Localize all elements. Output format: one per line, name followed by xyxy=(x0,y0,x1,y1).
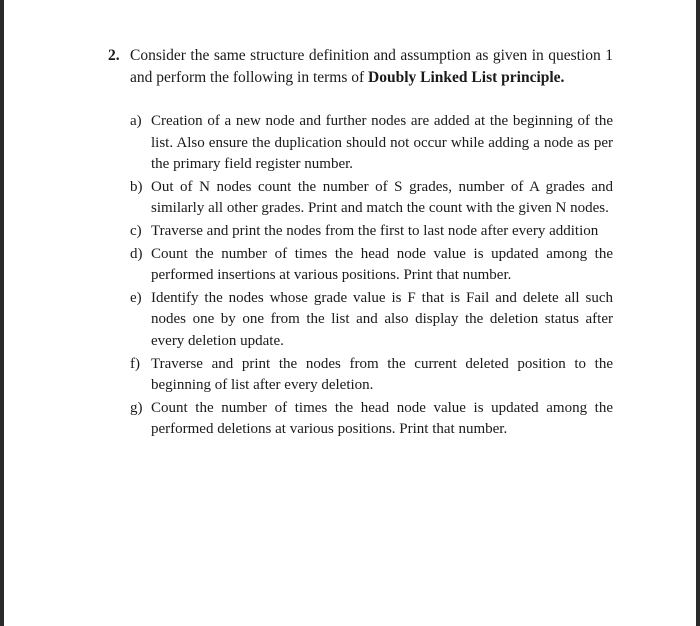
sub-question-text: Identify the nodes whose grade value is F that is Fail and delete all such nodes one by one from the list and also display the deletion status after every deletion update. xyxy=(151,289,613,349)
left-border xyxy=(0,0,4,626)
sub-question-label: a) xyxy=(130,113,142,129)
sub-question-c xyxy=(108,221,613,243)
sub-question-text: Traverse and print the nodes from the first to last node after every addition xyxy=(151,222,599,239)
sub-question-text: Creation of a new node and further nodes are added at the beginning of the list. Also ensure the duplication should not occur while adding a node as per the primary field register number. xyxy=(151,113,613,173)
sub-question-d xyxy=(108,244,613,287)
sub-question-text: Count the number of times the head node value is updated among the performed insertions at various positions. Print that number. xyxy=(151,245,613,284)
sub-question-label: b) xyxy=(130,178,143,195)
question-number: 2. xyxy=(108,47,120,64)
question-intro: Consider the same structure definition and assumption as given in question 1 and perform the following in terms of xyxy=(130,47,613,86)
sub-question-label: c) xyxy=(130,222,142,239)
sub-question-a xyxy=(108,111,613,176)
sub-question-text: Traverse and print the nodes from the current deleted position to the beginning of list after every deletion. xyxy=(151,355,613,394)
sub-question-f xyxy=(108,354,613,397)
sub-question-label: f) xyxy=(130,355,140,372)
sub-question-list xyxy=(108,111,613,441)
sub-question-label: g) xyxy=(130,399,143,416)
question-emphasis: Doubly Linked List principle. xyxy=(368,69,565,86)
sub-question-b xyxy=(108,177,613,220)
right-border xyxy=(696,0,700,626)
question-block xyxy=(108,45,613,442)
sub-question-g xyxy=(108,398,613,441)
sub-question-label: d) xyxy=(130,245,143,262)
question-text xyxy=(130,45,613,89)
sub-question-text: Count the number of times the head node value is updated among the performed deletions at various positions. Print that number. xyxy=(151,399,613,438)
sub-question-label: e) xyxy=(130,289,142,306)
question-header xyxy=(108,45,613,89)
sub-question-e xyxy=(108,288,613,353)
sub-question-text: Out of N nodes count the number of S grades, number of A grades and similarly all other grades. Print and match the count with the given N nodes. xyxy=(151,178,613,217)
